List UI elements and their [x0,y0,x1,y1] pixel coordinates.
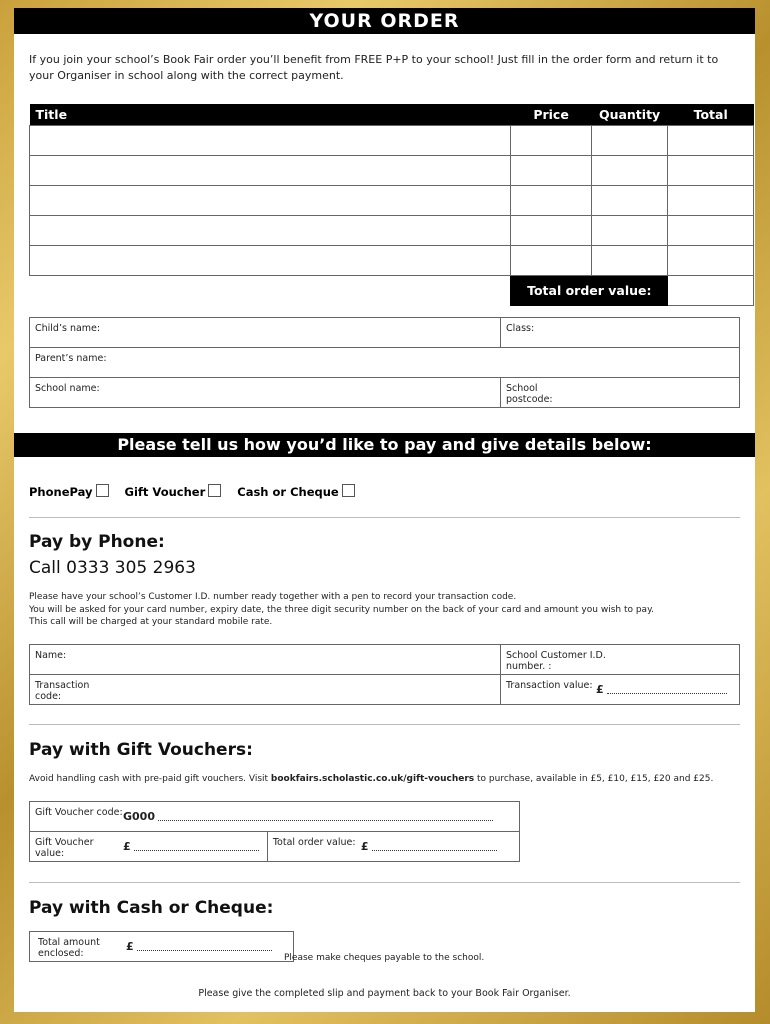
total-order-field[interactable] [668,275,754,305]
parents-name-field[interactable]: Parent’s name: [30,348,740,378]
school-name-field[interactable]: School name: [30,378,501,408]
total-cell[interactable] [668,125,754,155]
name-field[interactable]: Name: [30,645,501,675]
table-row [30,125,754,155]
payment-options [29,484,355,499]
pupil-details [29,317,740,408]
quantity-cell[interactable] [591,125,667,155]
phonepay-checkbox[interactable] [96,484,109,497]
title-cell[interactable] [30,245,511,275]
quantity-cell[interactable] [591,155,667,185]
cash-cheque-heading: Pay with Cash or Cheque: [29,898,274,918]
price-cell[interactable] [511,125,592,155]
footer-text: Please give the completed slip and payment back to your Book Fair Organiser. [198,988,571,999]
voucher-info: Avoid handling cash with pre-paid gift vouchers. Visit bookfairs.scholastic.co.uk/gift-vouchers to purchase, available in £5, £10, £15, £20 and £25. [29,774,714,784]
table-row [30,155,754,185]
page-title: YOUR ORDER [14,8,755,34]
quantity-cell[interactable] [591,215,667,245]
phonepay-option[interactable]: PhonePay [29,484,109,499]
total-cell[interactable] [668,215,754,245]
phone-number: Call 0333 305 2963 [29,558,196,578]
divider [29,724,740,725]
total-cell[interactable] [668,185,754,215]
voucher-details [29,801,520,862]
col-title: Title [30,104,511,125]
col-price: Price [511,104,592,125]
pay-by-phone-heading: Pay by Phone: [29,532,165,552]
total-cell[interactable] [668,245,754,275]
gift-voucher-option[interactable]: Gift Voucher [125,484,222,499]
gift-voucher-checkbox[interactable] [208,484,221,497]
school-postcode-field[interactable]: School postcode: [501,378,740,408]
transaction-value-field[interactable]: Transaction value: £ [501,675,740,705]
cash-cheque-option[interactable]: Cash or Cheque [237,484,354,499]
voucher-total-field[interactable]: Total order value: £ [267,832,519,862]
intro-text: If you join your school’s Book Fair order you’ll benefit from FREE P+P to your school! Just fill in the order form and return it to your Organiser in school along with the correct payment. [29,53,719,82]
cash-cheque-checkbox[interactable] [342,484,355,497]
price-cell[interactable] [511,245,592,275]
total-cell[interactable] [668,155,754,185]
col-total: Total [668,104,754,125]
voucher-value-field[interactable]: Gift Voucher value: £ [30,832,268,862]
childs-name-field[interactable]: Child’s name: [30,318,501,348]
price-cell[interactable] [511,185,592,215]
total-order-label: Total order value: [511,275,668,305]
voucher-link[interactable]: bookfairs.scholastic.co.uk/gift-vouchers [270,774,475,784]
customer-id-field[interactable]: School Customer I.D. number. : [501,645,740,675]
table-row [30,185,754,215]
total-enclosed-field[interactable]: Total amount enclosed: £ [30,932,294,962]
voucher-code-field[interactable]: Gift Voucher code: G000 [30,802,520,832]
quantity-cell[interactable] [591,245,667,275]
phone-instructions: Please have your school’s Customer I.D. number ready together with a pen to record your transaction code. You will be asked for your card number, expiry date, the three digit security number on the back of your card and amount you wish to pay. This call will be charged at your standard mobile rate. [29,592,654,627]
class-field[interactable]: Class: [501,318,740,348]
cash-details [29,931,294,962]
table-row [30,215,754,245]
phone-details [29,644,740,705]
price-cell[interactable] [511,215,592,245]
col-quantity: Quantity [591,104,667,125]
order-table [29,104,754,306]
title-cell[interactable] [30,125,511,155]
gift-voucher-heading: Pay with Gift Vouchers: [29,740,253,760]
cheque-note: Please make cheques payable to the school. [284,953,485,963]
order-form [14,8,755,1012]
transaction-code-field[interactable]: Transaction code: [30,675,501,705]
quantity-cell[interactable] [591,185,667,215]
divider [29,517,740,518]
title-cell[interactable] [30,155,511,185]
title-cell[interactable] [30,215,511,245]
payment-banner: Please tell us how you’d like to pay and give details below: [14,433,755,457]
table-row [30,245,754,275]
price-cell[interactable] [511,155,592,185]
divider [29,882,740,883]
title-cell[interactable] [30,185,511,215]
